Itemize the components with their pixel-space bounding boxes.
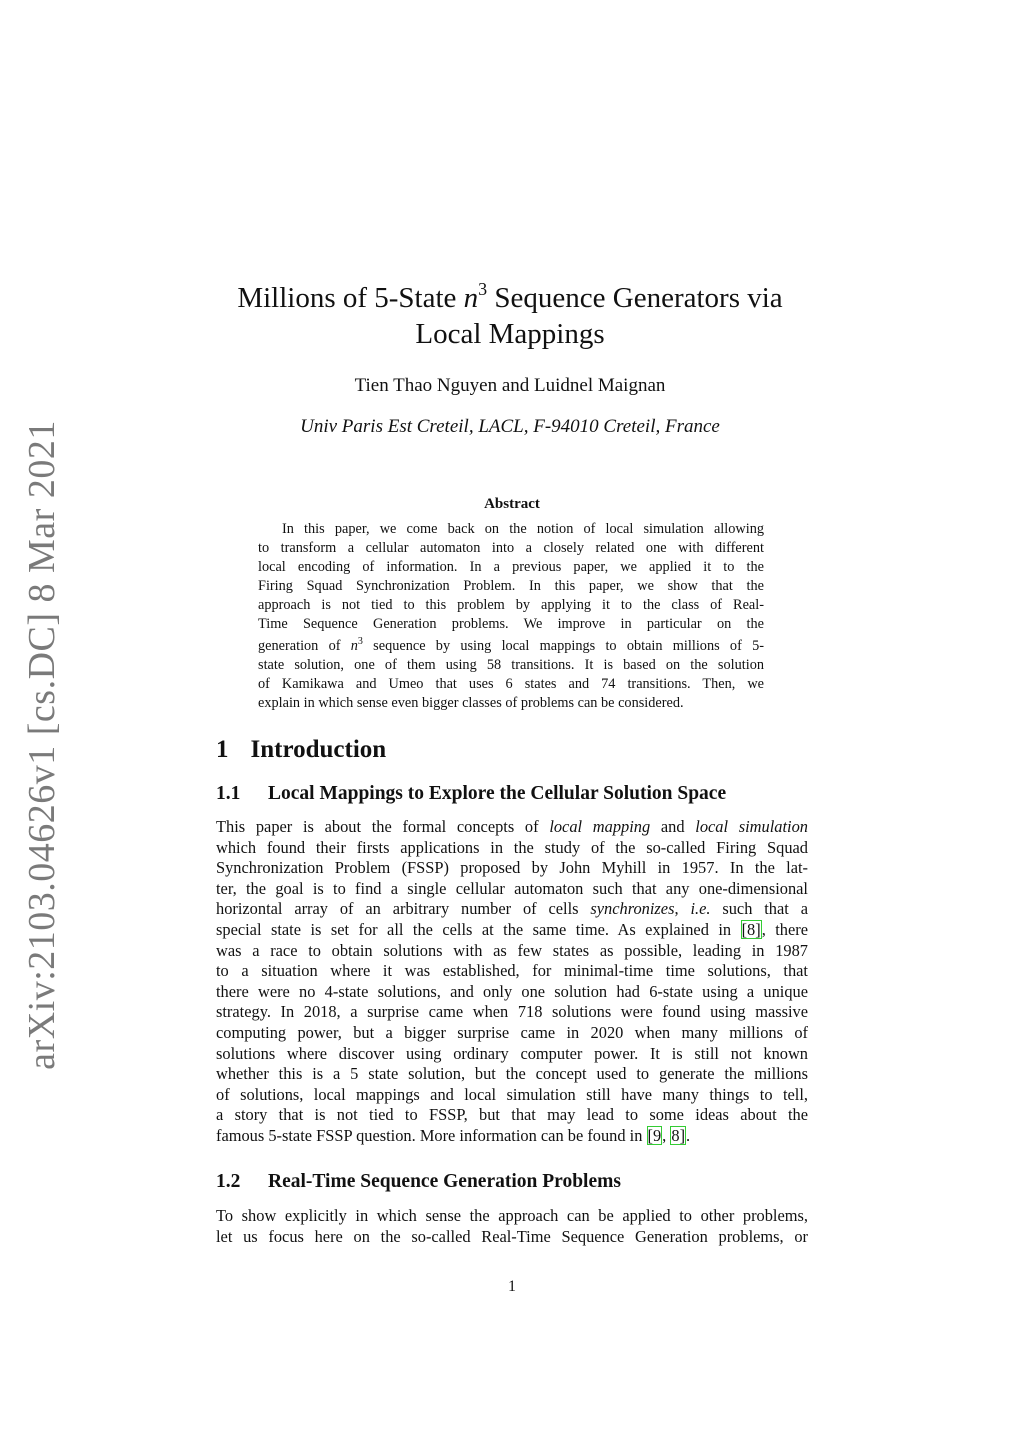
emphasis: local mapping — [549, 817, 651, 836]
paragraph-line: solutions where discover using ordinary computer power. It is still not known — [216, 1043, 808, 1063]
text-run: . — [686, 1125, 691, 1145]
abstract-variable: n — [350, 638, 358, 655]
text-run: and — [650, 817, 696, 836]
title-variable: n — [463, 282, 479, 314]
paragraph-line — [216, 899, 808, 920]
abstract-body — [258, 520, 764, 713]
paragraph-line: computing power, but a bigger surprise came in 2020 when many millions of — [216, 1022, 808, 1042]
section-number: 1 — [216, 736, 229, 763]
emphasis: i.e. — [690, 899, 711, 919]
arxiv-identifier-text: arXiv:2103.04626v1 [cs.DC] 8 Mar 2021 — [21, 420, 64, 1070]
paragraph-real-time — [216, 1206, 808, 1247]
paragraph-line — [216, 920, 808, 941]
section-title: Introduction — [250, 736, 387, 763]
title-exponent: 3 — [478, 279, 488, 299]
subsection-title: Local Mappings to Explore the Cellular Solution Space — [268, 783, 727, 804]
subsection-title: Real-Time Sequence Generation Problems — [268, 1171, 621, 1192]
citation-link[interactable]: 8] — [671, 1125, 686, 1145]
abstract-exponent: 3 — [357, 636, 363, 648]
paragraph-line — [216, 1126, 808, 1147]
emphasis: local simulation — [695, 817, 808, 836]
abstract-line: local encoding of information. In a previous paper, we applied it to the — [258, 558, 764, 575]
text-run: This paper is about the formal concepts of — [216, 817, 550, 836]
abstract-heading: Abstract — [484, 496, 540, 512]
paragraph-line: which found their firsts applications in the study of the so-called Firing Squad — [216, 837, 808, 857]
paragraph-line: Synchronization Problem (FSSP) proposed by John Myhill in 1957. In the lat- — [216, 858, 808, 878]
abstract-text: sequence by using local mappings to obtain millions of 5- — [362, 638, 764, 655]
title-part2: Sequence Generators via — [487, 282, 783, 314]
citation-link[interactable]: [8] — [741, 919, 761, 939]
text-run: , — [662, 1125, 671, 1145]
emphasis: synchronizes — [590, 899, 675, 919]
citation-link[interactable]: [9 — [647, 1125, 662, 1145]
text-run: special state is set for all the cells at the same time. As explained in — [216, 919, 741, 939]
text-run: horizontal array of an arbitrary number of cells — [216, 899, 591, 919]
paragraph-line: strategy. In 2018, a surprise came when 718 solutions were found using massive — [216, 1002, 808, 1022]
page-number: 1 — [508, 1278, 516, 1295]
abstract-line: to transform a cellular automaton into a closely related one with different — [258, 539, 764, 556]
text-run: famous 5-state FSSP question. More information can be found in — [216, 1125, 647, 1145]
paragraph-line: of solutions, local mappings and local simulation still have many things to tell, — [216, 1084, 808, 1104]
abstract-line: Time Sequence Generation problems. We improve in particular on the — [258, 615, 764, 632]
paragraph-line: whether this is a 5 state solution, but the concept used to generate the millions — [216, 1064, 808, 1084]
abstract-text: generation of — [258, 638, 351, 655]
subsection-heading-local-mappings — [216, 783, 726, 805]
title-line2: Local Mappings — [415, 318, 605, 350]
paper-title — [150, 280, 870, 352]
arxiv-identifier — [14, 420, 70, 1070]
paragraph-line: ter, the goal is to find a single cellular automaton such that any one-dimensional — [216, 878, 808, 898]
abstract-line: Firing Squad Synchronization Problem. In this paper, we show that the — [258, 577, 764, 594]
paragraph-line: a story that is not tied to FSSP, but that may lead to some ideas about the — [216, 1105, 808, 1125]
abstract-line — [258, 633, 764, 656]
paragraph-line: to a situation where it was established, for minimal-time time solutions, that — [216, 961, 808, 981]
subsection-heading-real-time — [216, 1171, 621, 1193]
abstract-line: explain in which sense even bigger classes of problems can be considered. — [258, 694, 684, 711]
text-run: , — [674, 899, 691, 919]
text-run: , there — [761, 919, 808, 939]
subsection-number: 1.2 — [216, 1171, 241, 1192]
abstract-line: of Kamikawa and Umeo that uses 6 states and 74 transitions. Then, we — [258, 676, 764, 693]
abstract-line: In this paper, we come back on the notion of local simulation allowing — [282, 521, 764, 537]
paragraph-line: To show explicitly in which sense the approach can be applied to other problems, — [216, 1206, 808, 1225]
abstract-line: state solution, one of them using 58 transitions. It is based on the solution — [258, 657, 764, 674]
affiliation: Univ Paris Est Creteil, LACL, F-94010 Creteil, France — [300, 416, 720, 437]
section-heading-introduction — [216, 736, 386, 764]
paragraph-line: there were no 4-state solutions, and only one solution had 6-state using a unique — [216, 981, 808, 1001]
abstract-line: approach is not tied to this problem by applying it to the class of Real- — [258, 596, 764, 613]
authors: Tien Thao Nguyen and Luidnel Maignan — [354, 375, 666, 396]
text-run: such that a — [710, 899, 808, 919]
title-part1: Millions of 5-State — [237, 282, 464, 314]
paragraph-local-mappings — [216, 817, 808, 1147]
paragraph-line: let us focus here on the so-called Real-Time Sequence Generation problems, or — [216, 1226, 808, 1246]
paragraph-line — [216, 817, 808, 838]
subsection-number: 1.1 — [216, 783, 241, 804]
paragraph-line: was a race to obtain solutions with as few states as possible, leading in 1987 — [216, 940, 808, 960]
